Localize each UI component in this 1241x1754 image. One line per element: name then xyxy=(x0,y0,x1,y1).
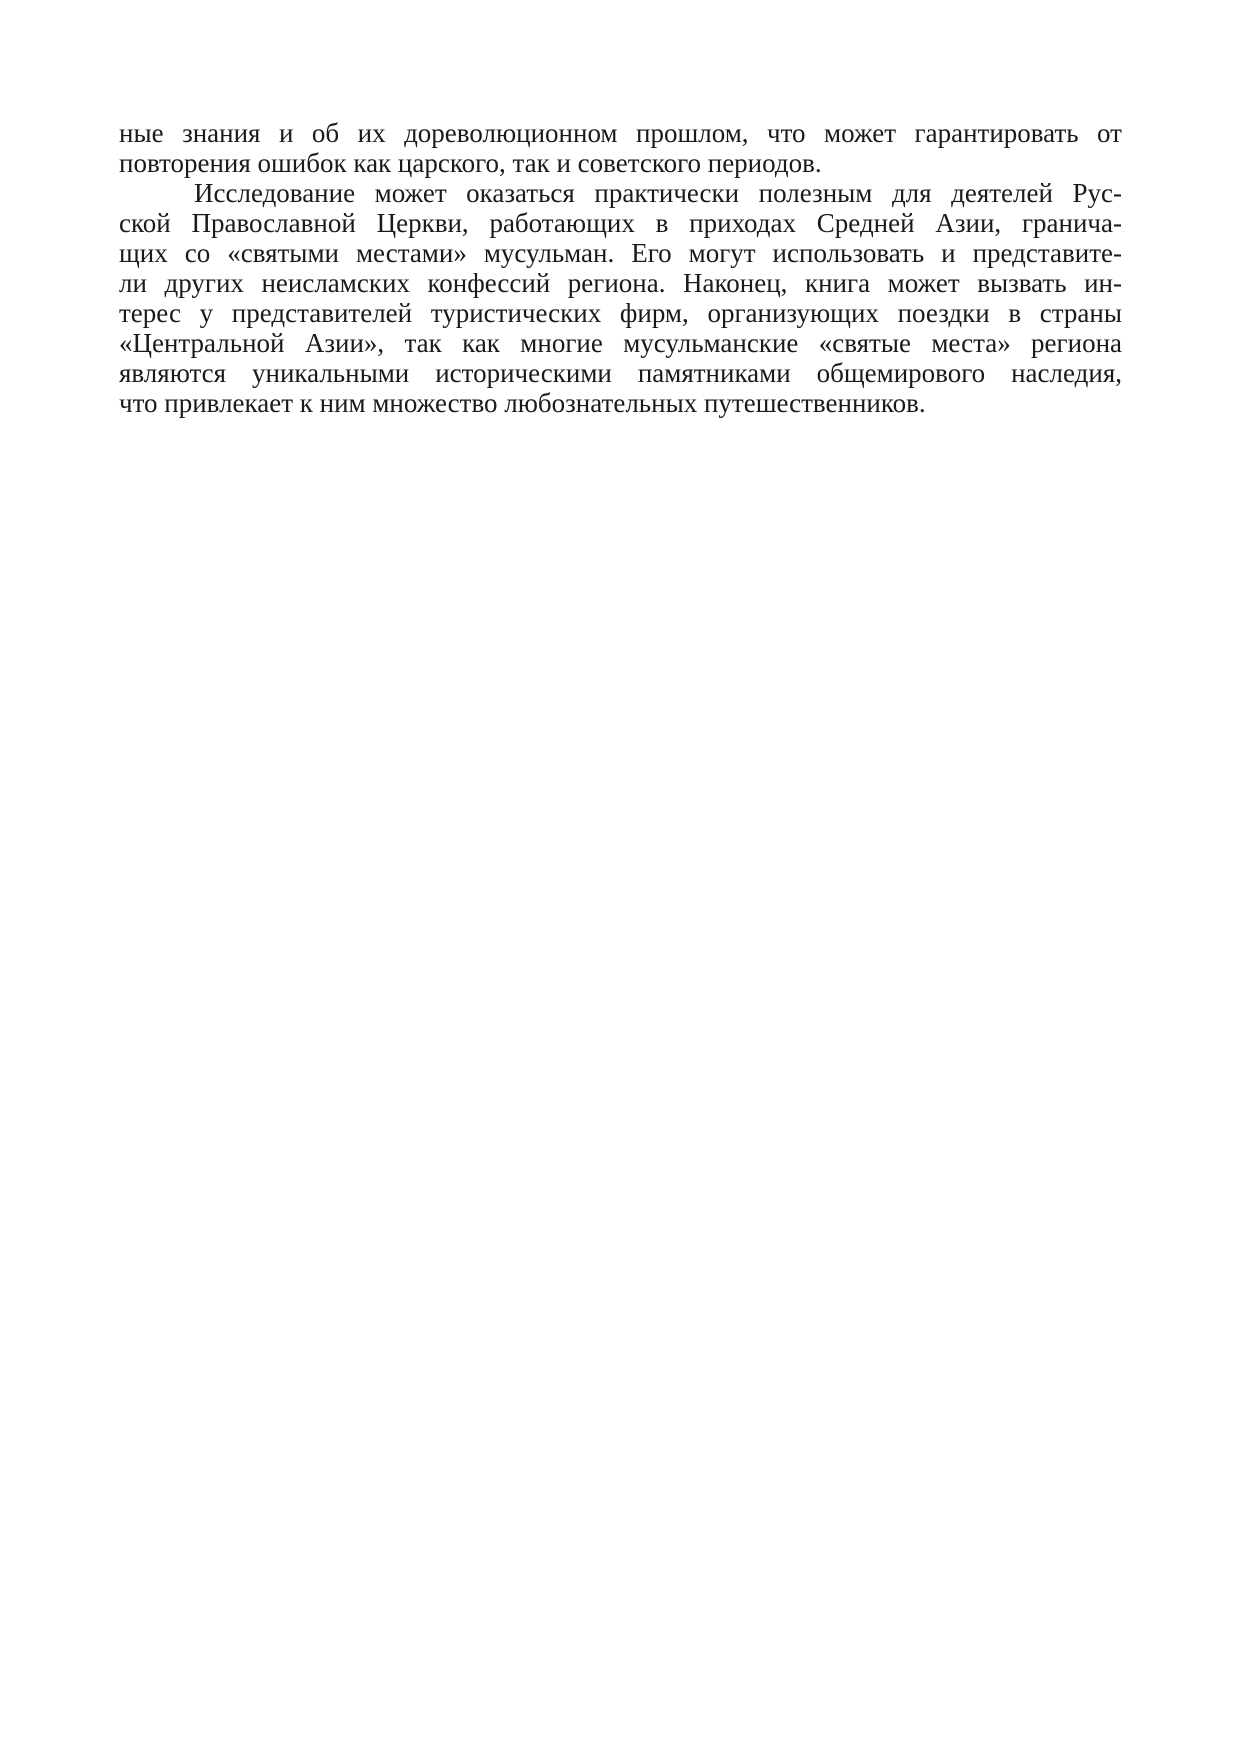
body-text xyxy=(119,118,1122,418)
paragraph-1 xyxy=(119,118,1122,178)
text-line: ской Православной Церкви, работающих в приходах Средней Азии, гранича- xyxy=(119,208,1122,238)
text-line: «Центральной Азии», так как многие мусульманские «святые места» региона xyxy=(119,328,1122,358)
paragraph-2 xyxy=(119,178,1122,418)
text-line: ные знания и об их дореволюционном прошлом, что может гарантировать от xyxy=(119,118,1122,148)
text-line: ли других неисламских конфессий региона. Наконец, книга может вызвать ин- xyxy=(119,268,1122,298)
text-line: щих со «святыми местами» мусульман. Его могут использовать и представите- xyxy=(119,238,1122,268)
text-line: что привлекает к ним множество любознательных путешественников. xyxy=(119,388,926,418)
text-line: повторения ошибок как царского, так и советского периодов. xyxy=(119,148,822,178)
text-line: терес у представителей туристических фирм, организующих поездки в страны xyxy=(119,298,1122,328)
text-line: Исследование может оказаться практически полезным для деятелей Рус- xyxy=(194,178,1122,208)
text-line: являются уникальными историческими памятниками общемирового наследия, xyxy=(119,358,1122,388)
